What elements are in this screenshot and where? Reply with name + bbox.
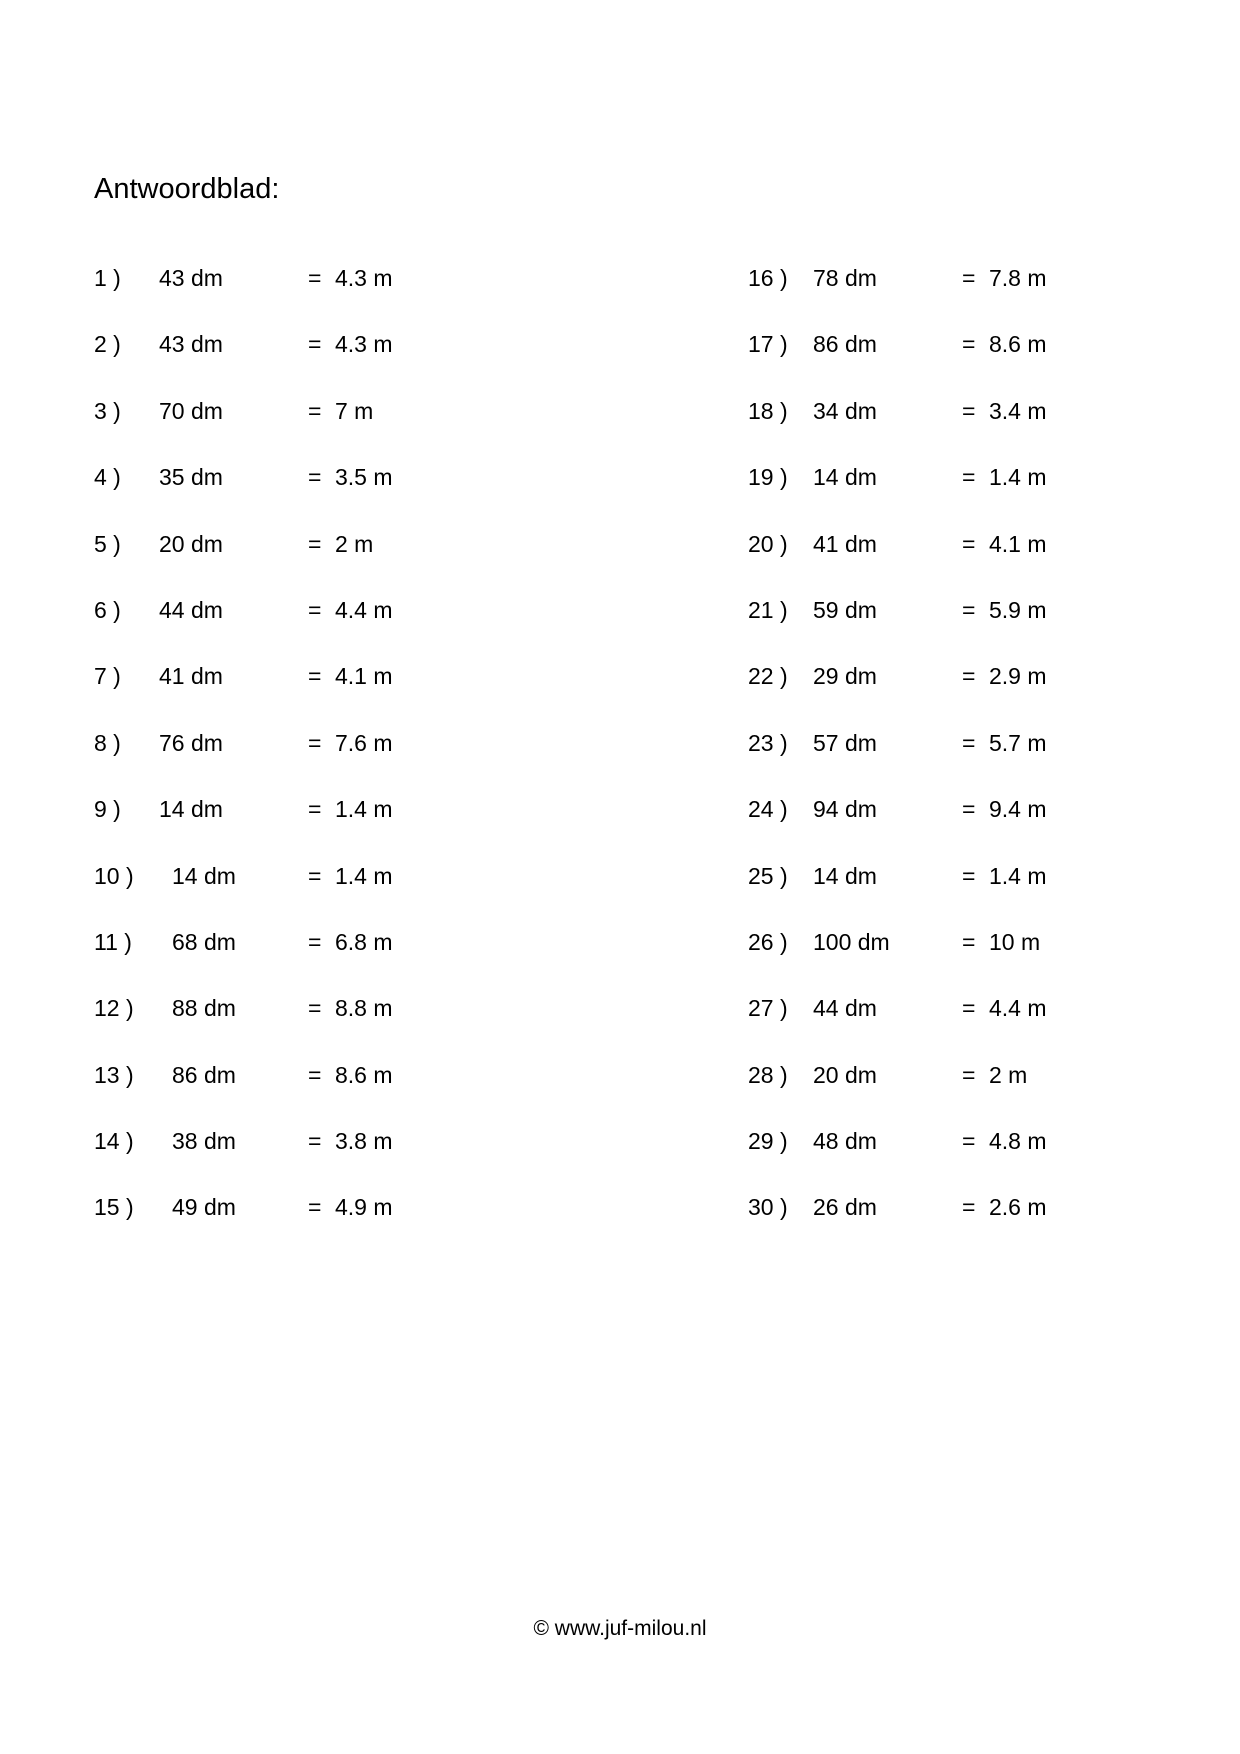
equals-sign: = <box>308 397 322 424</box>
answer-row <box>748 994 1168 1060</box>
answer-value: 1.4 m <box>335 796 393 823</box>
answer-value: 2.6 m <box>989 1194 1047 1221</box>
question-quantity: 29 dm <box>813 663 877 690</box>
answer-row <box>748 330 1168 396</box>
question-number: 28 ) <box>748 1061 788 1088</box>
answer-value: 5.9 m <box>989 596 1047 623</box>
question-number: 26 ) <box>748 928 788 955</box>
question-quantity: 68 dm <box>172 928 236 955</box>
answer-row <box>94 1061 514 1127</box>
answer-value: 3.5 m <box>335 464 393 491</box>
question-quantity: 20 dm <box>159 530 223 557</box>
question-quantity: 26 dm <box>813 1194 877 1221</box>
equals-sign: = <box>308 663 322 690</box>
question-number: 10 ) <box>94 862 134 889</box>
question-number: 3 ) <box>94 397 121 424</box>
equals-sign: = <box>308 1194 322 1221</box>
question-number: 14 ) <box>94 1128 134 1155</box>
answer-value: 4.9 m <box>335 1194 393 1221</box>
question-quantity: 20 dm <box>813 1061 877 1088</box>
answer-row <box>748 1193 1168 1259</box>
answer-row <box>94 862 514 928</box>
question-number: 13 ) <box>94 1061 134 1088</box>
footer-copyright: © www.juf-milou.nl <box>533 1617 707 1640</box>
answer-value: 3.8 m <box>335 1128 393 1155</box>
answer-value: 3.4 m <box>989 397 1047 424</box>
answer-value: 2 m <box>989 1061 1028 1088</box>
question-number: 22 ) <box>748 663 788 690</box>
question-number: 29 ) <box>748 1128 788 1155</box>
answer-row <box>94 330 514 396</box>
answer-row <box>94 795 514 861</box>
answer-value: 7 m <box>335 397 374 424</box>
answer-row <box>94 928 514 994</box>
answer-row <box>94 463 514 529</box>
page-title: Antwoordblad: <box>94 173 280 205</box>
equals-sign: = <box>962 530 976 557</box>
answer-value: 6.8 m <box>335 928 393 955</box>
question-quantity: 86 dm <box>813 331 877 358</box>
question-number: 9 ) <box>94 796 121 823</box>
question-quantity: 86 dm <box>172 1061 236 1088</box>
equals-sign: = <box>308 928 322 955</box>
answer-value: 9.4 m <box>989 796 1047 823</box>
equals-sign: = <box>308 596 322 623</box>
answer-value: 8.6 m <box>989 331 1047 358</box>
answer-value: 4.8 m <box>989 1128 1047 1155</box>
answer-row <box>748 1127 1168 1193</box>
equals-sign: = <box>962 796 976 823</box>
answer-row <box>748 729 1168 795</box>
question-number: 6 ) <box>94 596 121 623</box>
equals-sign: = <box>962 397 976 424</box>
answer-value: 2 m <box>335 530 374 557</box>
question-quantity: 100 dm <box>813 928 890 955</box>
answer-row <box>748 530 1168 596</box>
equals-sign: = <box>962 928 976 955</box>
answer-row <box>94 1193 514 1259</box>
question-number: 12 ) <box>94 995 134 1022</box>
question-number: 21 ) <box>748 596 788 623</box>
equals-sign: = <box>308 530 322 557</box>
answer-row <box>94 530 514 596</box>
question-number: 1 ) <box>94 265 121 291</box>
equals-sign: = <box>308 796 322 823</box>
question-quantity: 41 dm <box>813 530 877 557</box>
equals-sign: = <box>308 265 322 291</box>
question-quantity: 94 dm <box>813 796 877 823</box>
question-quantity: 35 dm <box>159 464 223 491</box>
question-quantity: 49 dm <box>172 1194 236 1221</box>
question-number: 18 ) <box>748 397 788 424</box>
answer-row <box>748 862 1168 928</box>
equals-sign: = <box>308 331 322 358</box>
question-quantity: 41 dm <box>159 663 223 690</box>
answer-value: 4.3 m <box>335 331 393 358</box>
answer-value: 1.4 m <box>989 464 1047 491</box>
answer-row <box>94 994 514 1060</box>
answer-value: 4.1 m <box>989 530 1047 557</box>
equals-sign: = <box>962 1194 976 1221</box>
answer-row <box>94 1127 514 1193</box>
question-quantity: 14 dm <box>813 464 877 491</box>
question-number: 8 ) <box>94 729 121 756</box>
answer-value: 7.6 m <box>335 729 393 756</box>
question-number: 23 ) <box>748 729 788 756</box>
question-quantity: 14 dm <box>172 862 236 889</box>
answer-value: 4.4 m <box>335 596 393 623</box>
question-quantity: 88 dm <box>172 995 236 1022</box>
question-quantity: 70 dm <box>159 397 223 424</box>
equals-sign: = <box>962 663 976 690</box>
question-quantity: 14 dm <box>813 862 877 889</box>
answer-value: 8.6 m <box>335 1061 393 1088</box>
question-number: 4 ) <box>94 464 121 491</box>
question-quantity: 76 dm <box>159 729 223 756</box>
equals-sign: = <box>308 464 322 491</box>
equals-sign: = <box>962 995 976 1022</box>
equals-sign: = <box>962 331 976 358</box>
answer-value: 7.8 m <box>989 265 1047 291</box>
answer-row <box>748 463 1168 529</box>
equals-sign: = <box>962 464 976 491</box>
question-number: 5 ) <box>94 530 121 557</box>
answer-row <box>94 397 514 463</box>
equals-sign: = <box>962 596 976 623</box>
answer-value: 4.1 m <box>335 663 393 690</box>
question-number: 11 ) <box>94 928 132 955</box>
question-number: 19 ) <box>748 464 788 491</box>
answer-value: 5.7 m <box>989 729 1047 756</box>
question-quantity: 44 dm <box>813 995 877 1022</box>
question-quantity: 44 dm <box>159 596 223 623</box>
question-quantity: 59 dm <box>813 596 877 623</box>
equals-sign: = <box>308 862 322 889</box>
question-quantity: 43 dm <box>159 331 223 358</box>
answer-value: 4.3 m <box>335 265 393 291</box>
answer-row <box>748 662 1168 728</box>
equals-sign: = <box>308 995 322 1022</box>
answer-column-left <box>94 264 514 1260</box>
question-number: 20 ) <box>748 530 788 557</box>
question-number: 27 ) <box>748 995 788 1022</box>
question-number: 30 ) <box>748 1194 788 1221</box>
equals-sign: = <box>962 265 976 291</box>
answer-row <box>94 264 514 330</box>
answer-row <box>748 397 1168 463</box>
answer-value: 10 m <box>989 928 1041 955</box>
question-quantity: 43 dm <box>159 265 223 291</box>
answer-row <box>748 1061 1168 1127</box>
answer-row <box>94 729 514 795</box>
answer-row <box>748 264 1168 330</box>
answer-value: 8.8 m <box>335 995 393 1022</box>
question-number: 24 ) <box>748 796 788 823</box>
question-number: 16 ) <box>748 265 788 291</box>
answer-value: 2.9 m <box>989 663 1047 690</box>
question-quantity: 14 dm <box>159 796 223 823</box>
question-number: 2 ) <box>94 331 121 358</box>
answer-value: 1.4 m <box>989 862 1047 889</box>
equals-sign: = <box>308 729 322 756</box>
equals-sign: = <box>308 1061 322 1088</box>
question-quantity: 78 dm <box>813 265 877 291</box>
answer-row <box>94 662 514 728</box>
question-number: 15 ) <box>94 1194 134 1221</box>
answer-value: 1.4 m <box>335 862 393 889</box>
answer-value: 4.4 m <box>989 995 1047 1022</box>
question-quantity: 38 dm <box>172 1128 236 1155</box>
question-quantity: 57 dm <box>813 729 877 756</box>
answer-row <box>94 596 514 662</box>
equals-sign: = <box>308 1128 322 1155</box>
equals-sign: = <box>962 1128 976 1155</box>
question-quantity: 34 dm <box>813 397 877 424</box>
answer-column-right <box>748 264 1168 1260</box>
answer-row <box>748 795 1168 861</box>
answer-row <box>748 596 1168 662</box>
equals-sign: = <box>962 862 976 889</box>
question-number: 7 ) <box>94 663 121 690</box>
equals-sign: = <box>962 729 976 756</box>
question-quantity: 48 dm <box>813 1128 877 1155</box>
answer-row <box>748 928 1168 994</box>
equals-sign: = <box>962 1061 976 1088</box>
question-number: 17 ) <box>748 331 788 358</box>
question-number: 25 ) <box>748 862 788 889</box>
